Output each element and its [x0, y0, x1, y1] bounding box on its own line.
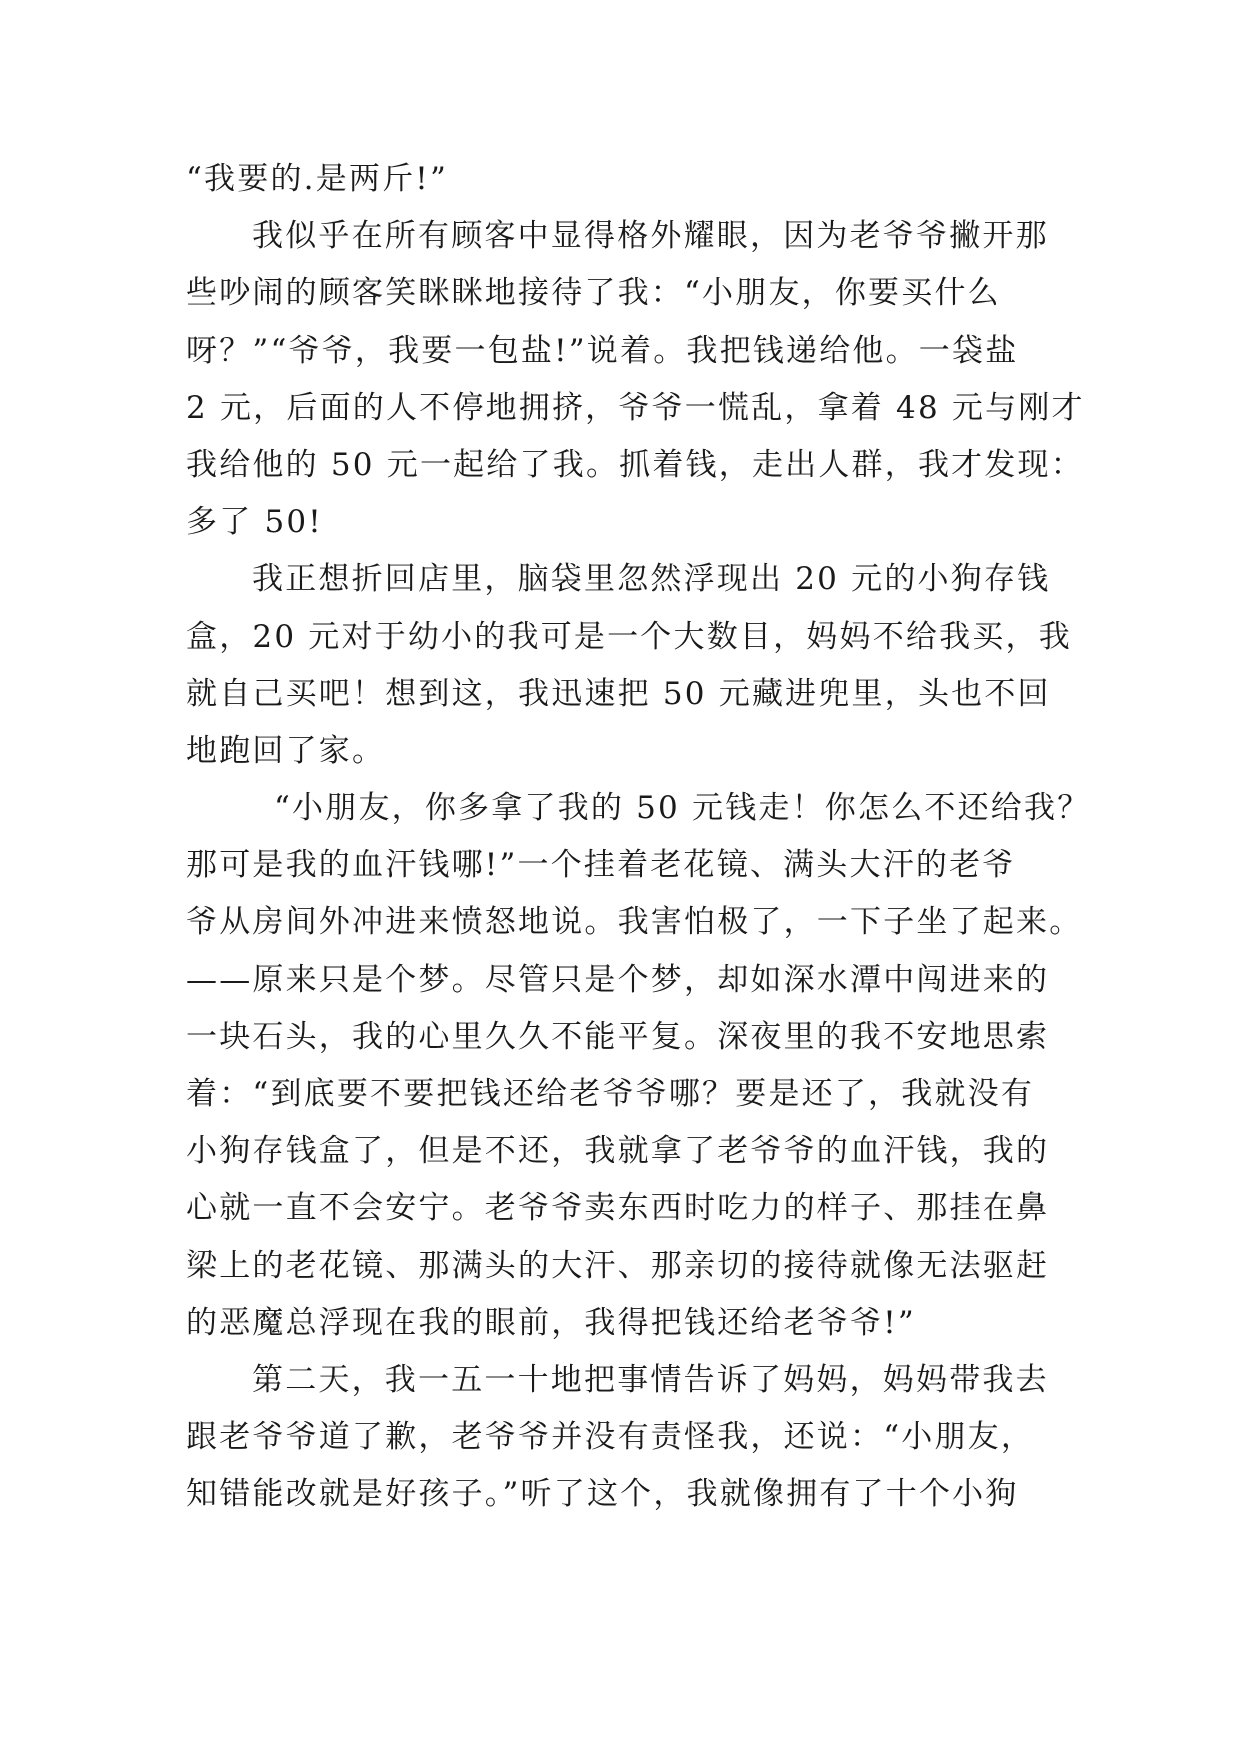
text-line: 地跑回了家。 — [186, 732, 386, 769]
paragraph-start-line: 第二天，我一五一十地把事情告诉了妈妈，妈妈带我去 — [252, 1361, 1049, 1398]
text-line: 些吵闹的顾客笑眯眯地接待了我：“小朋友，你要买什么 — [186, 275, 1001, 312]
text-line: 梁上的老花镜、那满头的大汗、那亲切的接待就像无法驱赶 — [186, 1247, 1050, 1284]
text-line: 心就一直不会安宁。老爷爷卖东西时吃力的样子、那挂在鼻 — [186, 1190, 1050, 1227]
text-line: 呀？”“爷爷，我要一包盐!”说着。我把钱递给他。一袋盐 — [186, 332, 1019, 369]
text-line: 我给他的 50 元一起给了我。抓着钱，走出人群，我才发现： — [186, 446, 1084, 483]
text-line: ——原来只是个梦。尽管只是个梦，却如深水潭中闯进来的 — [186, 961, 1050, 998]
body-text — [186, 151, 1091, 1524]
text-line: 那可是我的血汗钱哪!”一个挂着老花镜、满头大汗的老爷 — [186, 847, 1016, 884]
text-line: “我要的.是两斤!” — [186, 161, 449, 197]
paragraph-start-line: 我正想折回店里，脑袋里忽然浮现出 20 元的小狗存钱 — [252, 561, 1051, 598]
text-line: 多了 50! — [186, 504, 323, 541]
text-line: 一块石头，我的心里久久不能平复。深夜里的我不安地思索 — [186, 1018, 1050, 1055]
paragraph-start-line: “小朋友，你多拿了我的 50 元钱走！你怎么不还给我？ — [274, 790, 1091, 827]
paragraph-start-line: 我似乎在所有顾客中显得格外耀眼，因为老爷爷撇开那 — [252, 218, 1049, 255]
text-line: 小狗存钱盒了，但是不还，我就拿了老爷爷的血汗钱，我的 — [186, 1133, 1050, 1170]
text-line: 2 元，后面的人不停地拥挤，爷爷一慌乱，拿着 48 元与刚才 — [186, 389, 1085, 426]
text-line: 知错能改就是好孩子。”听了这个，我就像拥有了十个小狗 — [186, 1476, 1019, 1513]
text-line: 跟老爷爷道了歉，老爷爷并没有责怪我，还说：“小朋友， — [186, 1419, 1035, 1456]
text-line: 爷从房间外冲进来愤怒地说。我害怕极了，一下子坐了起来。 — [186, 904, 1083, 941]
text-line: 着：“到底要不要把钱还给老爷爷哪？要是还了，我就没有 — [186, 1076, 1035, 1112]
text-line: 就自己买吧！想到这，我迅速把 50 元藏进兜里，头也不回 — [186, 675, 1051, 712]
text-line: 盒，20 元对于幼小的我可是一个大数目，妈妈不给我买，我 — [186, 618, 1072, 655]
text-line: 的恶魔总浮现在我的眼前，我得把钱还给老爷爷!” — [186, 1304, 916, 1341]
